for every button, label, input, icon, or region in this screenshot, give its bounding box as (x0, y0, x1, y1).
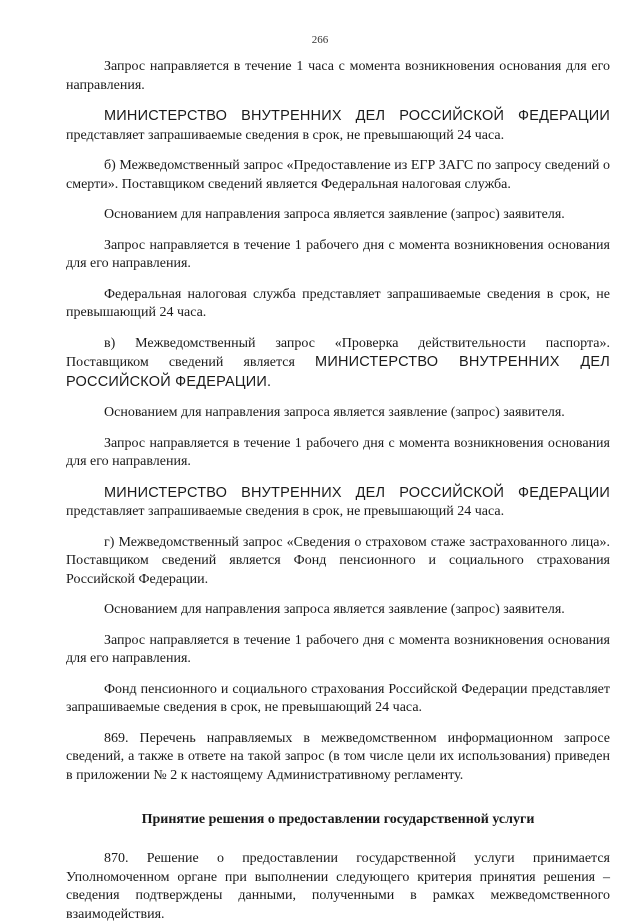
paragraph-basis-2: Основанием для направления запроса является заявление (запрос) заявителя. (104, 405, 565, 420)
paragraph-request-timing-3: Запрос направляется в течение 1 рабочего дня с момента возникновения основания для его направления. (66, 435, 610, 469)
agency-name-caps: МИНИСТЕРСТВО ВНУТРЕННИХ ДЕЛ РОССИЙСКОЙ ФЕДЕРАЦИИ (104, 484, 610, 501)
paragraph-request-timing-4: Запрос направляется в течение 1 рабочего дня с момента возникновения основания для его направления. (66, 632, 610, 666)
paragraph-870: 870. Решение о предоставлении государственной услуги принимается Уполномоченном органе при выполнении следующего критерия принятия решения – сведения подтверждены данными, полученными в рамках межведомственного взаимодействия. (66, 851, 610, 922)
paragraph-869: 869. Перечень направляемых в межведомственном информационном запросе сведений, а также в ответе на такой запрос (в том числе цели их использования) приведен в приложении № 2 к настоящему Административному регламенту. (66, 730, 610, 783)
paragraph-fns-response: Федеральная налоговая служба представляет запрашиваемые сведения в срок, не превышающий 24 часа. (66, 286, 610, 320)
paragraph-request-b: б) Межведомственный запрос «Предоставление из ЕГР ЗАГС по запросу сведений о смерти». Поставщиком сведений является Федеральная налоговая служба. (66, 158, 610, 192)
paragraph-request-g: г) Межведомственный запрос «Сведения о страховом стаже застрахованного лица». Поставщиком сведений является Фонд пенсионного и социального страхования Российской Федерации. (66, 534, 610, 587)
paragraph-request-timing-1: Запрос направляется в течение 1 часа с момента возникновения основания для его направления. (66, 59, 610, 93)
paragraph-mvd-response-1-text: представляет запрашиваемые сведения в срок, не превышающий 24 часа. (66, 127, 505, 143)
paragraph-request-v (66, 335, 610, 393)
paragraph-mvd-response-2 (66, 484, 610, 522)
paragraph-sfr-response: Фонд пенсионного и социального страхования Российской Федерации представляет запрашиваемые сведения в срок, не превышающий 24 часа. (66, 681, 610, 715)
page-number: 266 (311, 34, 329, 46)
agency-name-caps: МИНИСТЕРСТВО ВНУТРЕННИХ ДЕЛ РОССИЙСКОЙ ФЕДЕРАЦИИ. (66, 354, 611, 390)
paragraph-mvd-response-1 (66, 107, 610, 145)
section-heading: Принятие решения о предоставлении государственной услуги (141, 812, 535, 827)
agency-name-caps: МИНИСТЕРСТВО ВНУТРЕННИХ ДЕЛ РОССИЙСКОЙ ФЕДЕРАЦИИ (104, 108, 610, 124)
paragraph-request-v-text: в) Межведомственный запрос «Проверка действительности паспорта». Поставщиком сведений является (66, 335, 610, 370)
paragraph-request-timing-2: Запрос направляется в течение 1 рабочего дня с момента возникновения основания для его направления. (66, 237, 610, 271)
document-body (66, 58, 610, 924)
paragraph-basis-3: Основанием для направления запроса является заявление (запрос) заявителя. (104, 602, 565, 617)
paragraph-basis-1: Основанием для направления запроса является заявление (запрос) заявителя. (104, 207, 565, 222)
paragraph-mvd-response-2-text: представляет запрашиваемые сведения в срок, не превышающий 24 часа. (66, 504, 505, 519)
